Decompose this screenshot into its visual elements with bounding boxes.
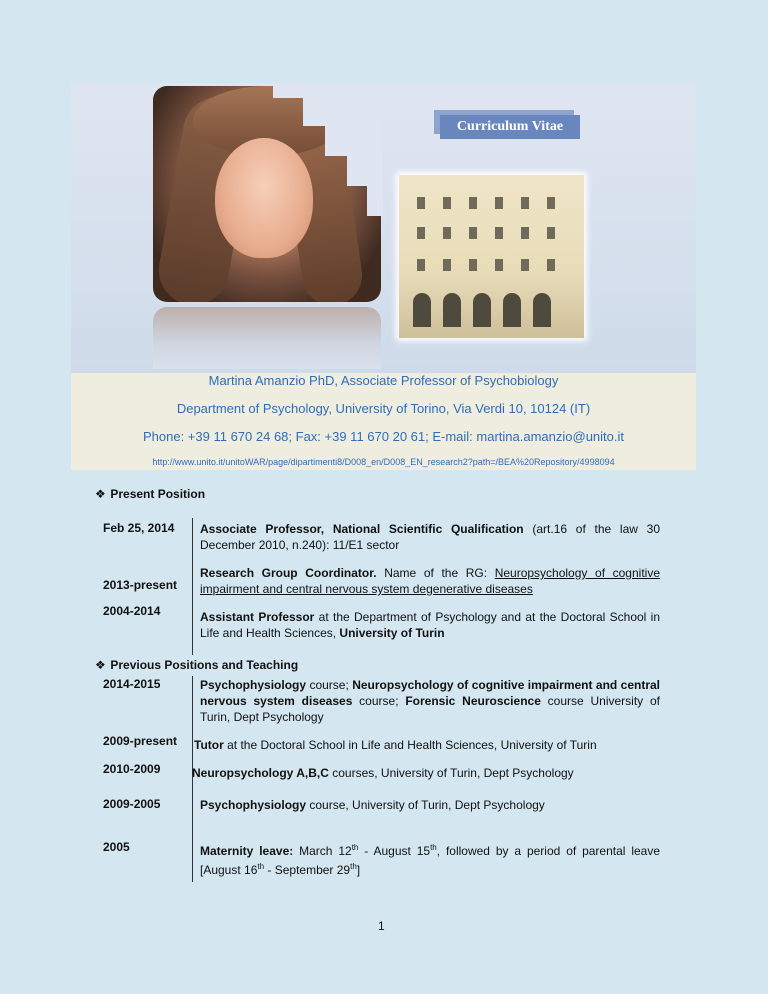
timeline-divider — [192, 518, 193, 655]
diamond-bullet-icon: ❖ — [95, 658, 106, 672]
department-address: Department of Psychology, University of Torino, Via Verdi 10, 10124 (IT) — [176, 401, 591, 416]
entry-date: Feb 25, 2014 — [103, 521, 175, 535]
portrait-reflection — [153, 307, 381, 369]
entry-date: 2005 — [103, 840, 130, 854]
entry-text: Research Group Coordinator. Name of the RG: Neuropsychology of cognitive impairment and central nervous system degenerative diseases — [200, 566, 660, 596]
page-number: 1 — [378, 919, 385, 933]
entry-text: Assistant Professor at the Department of Psychology and at the Doctoral School in Life and Health Sciences, University of Turin — [200, 610, 661, 640]
entry-date: 2009-present — [103, 734, 178, 748]
entry-text: Tutor at the Doctoral School in Life and Health Sciences, University of Turin — [194, 738, 597, 752]
entry-date: 2009-2005 — [103, 797, 161, 811]
entry-text: Psychophysiology course, University of Turin, Dept Psychology — [200, 798, 545, 812]
section-heading: Present Position — [110, 487, 206, 501]
section-heading: Previous Positions and Teaching — [110, 658, 299, 672]
phone-fax-email: Phone: +39 11 670 24 68; Fax: +39 11 670 20 61; E-mail: martina.amanzio@unito.it — [142, 429, 625, 444]
section-present-position — [95, 487, 205, 501]
diamond-bullet-icon: ❖ — [95, 487, 106, 501]
cv-label: Curriculum Vitae — [440, 115, 580, 139]
entry-text: Maternity leave: March 12th - August 15th, followed by a period of parental leave [August 16th - September 29th] — [200, 843, 661, 877]
portrait-photo — [153, 86, 383, 304]
entry-text: Neuropsychology A,B,C courses, University of Turin, Dept Psychology — [192, 766, 574, 780]
profile-url-link[interactable]: http://www.unito.it/unitoWAR/page/dipartimenti8/D008_en/D008_EN_research2?path=/BEA%20Repository/4998094 — [152, 457, 615, 467]
section-previous-positions — [95, 658, 298, 672]
name-title: Martina Amanzio PhD, Associate Professor of Psychobiology — [208, 373, 559, 388]
entry-date: 2010-2009 — [103, 762, 161, 776]
photo-step-frame — [273, 86, 383, 302]
contact-band — [71, 373, 696, 470]
university-building-photo — [399, 175, 584, 338]
entry-date: 2004-2014 — [103, 604, 161, 618]
entry-text: Associate Professor, National Scientific Qualification (art.16 of the law 30 December 2010, n.240): 11/E1 sector — [200, 522, 660, 552]
entry-date: 2014-2015 — [103, 677, 161, 691]
entry-text: Psychophysiology course; Neuropsychology of cognitive impairment and central nervous system diseases course; Forensic Neuroscience course University of Turin, Dept Psychology — [200, 678, 660, 724]
entry-date: 2013-present — [103, 578, 178, 592]
